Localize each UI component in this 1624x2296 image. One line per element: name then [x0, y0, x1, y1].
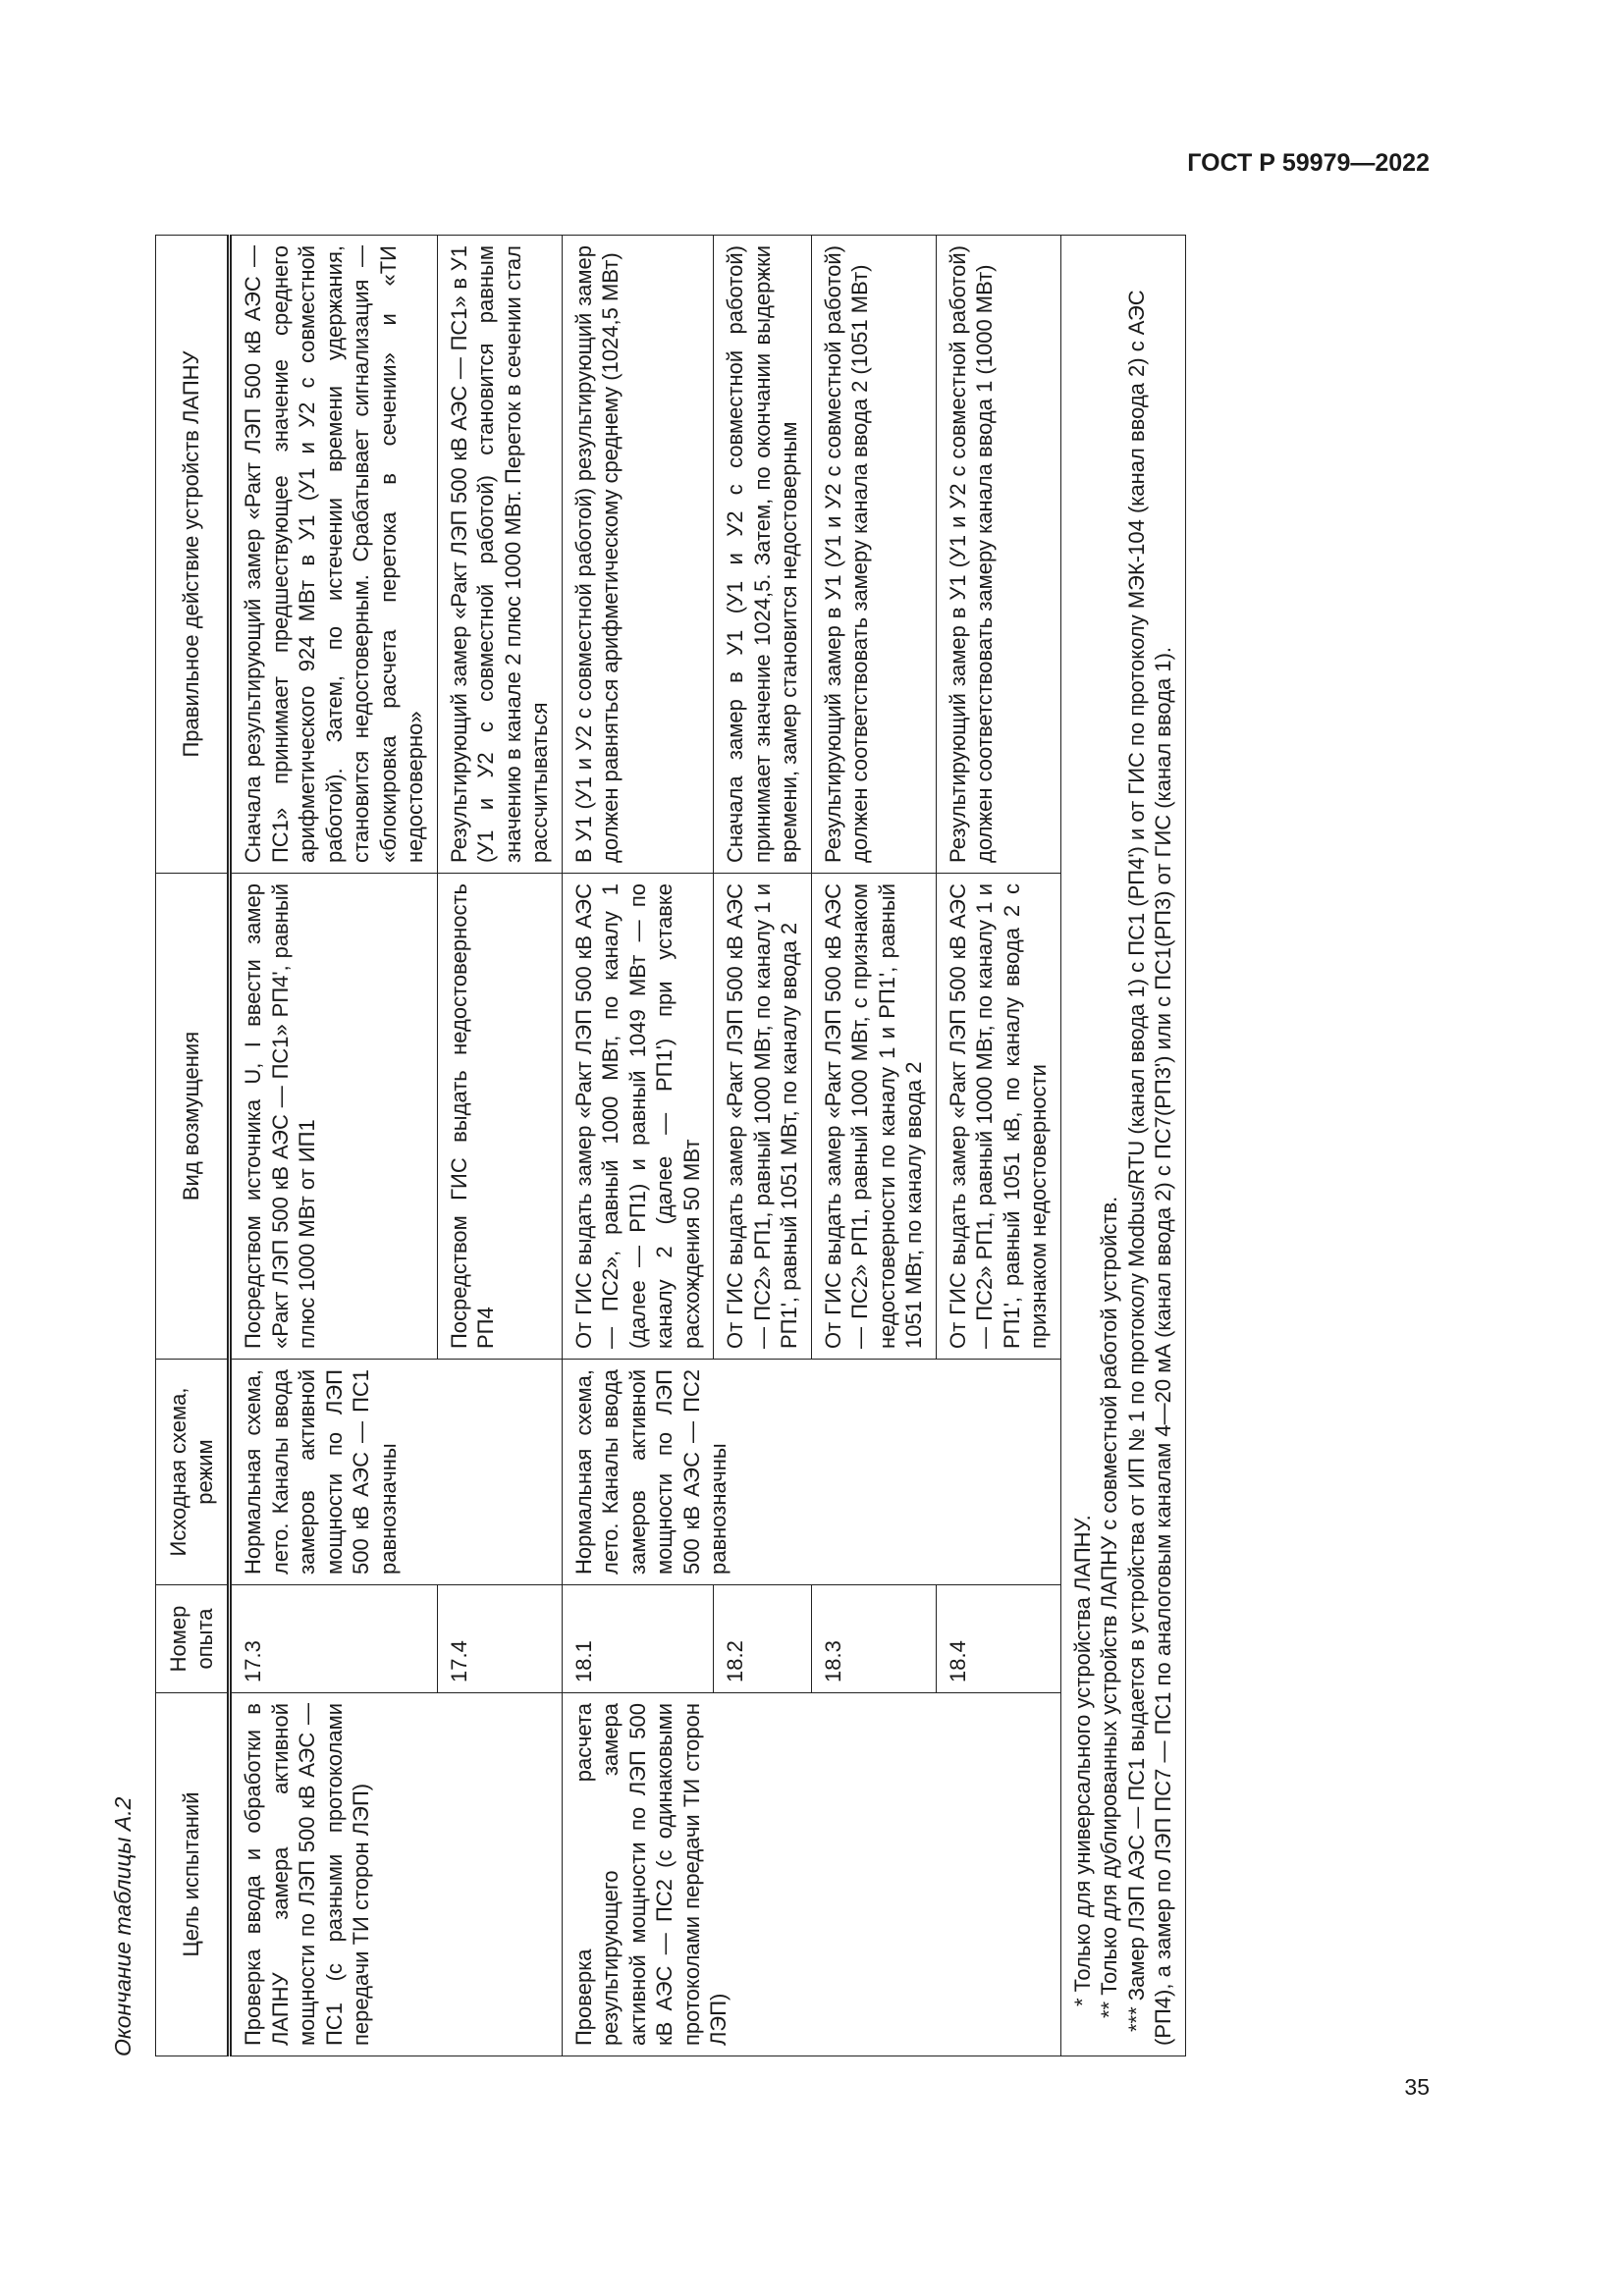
- table-row: [562, 236, 714, 2056]
- purpose-cell: Проверка ввода и обработки в ЛАПНУ замера активной мощности по ЛЭП 500 кВ АЭС — ПС1 (с разными протоколами передачи ТИ сторон ЛЭП): [230, 1693, 563, 2056]
- scheme-cell: Нормальная схема, лето. Каналы ввода замеров активной мощности по ЛЭП 500 кВ АЭС — ПС1 равнозначны: [230, 1360, 563, 1585]
- test-number-cell: 18.2: [714, 1585, 812, 1693]
- table-caption: Окончание таблицы А.2: [110, 1796, 135, 2056]
- disturbance-cell: От ГИС выдать замер «Ракт ЛЭП 500 кВ АЭС — ПС2» РП1, равный 1000 МВт, по каналу 1 и РП1', равный 1051 МВт, по каналу ввода 2: [714, 874, 812, 1360]
- disturbance-cell: От ГИС выдать замер «Ракт ЛЭП 500 кВ АЭС — ПС2» РП1, равный 1000 МВт, с признаком недостоверности по каналу 1 и РП1', равный 1051 МВт, по каналу ввода 2: [811, 874, 936, 1360]
- footnote: * Только для универсального устройства ЛАПНУ.: [1069, 1515, 1095, 2006]
- action-cell: Сначала замер в У1 (У1 и У2 с совместной работой) принимает значение 1024,5. Затем, по окончании выдержки времени, замер становится недостоверным: [714, 236, 812, 874]
- action-cell: Результирующий замер в У1 (У1 и У2 с совместной работой) должен соответствовать замеру канала ввода 1 (1000 МВт): [936, 236, 1060, 874]
- disturbance-cell: От ГИС выдать замер «Ракт ЛЭП 500 кВ АЭС — ПС2» РП1, равный 1000 МВт, по каналу 1 и РП1', равный 1051 кВ, по каналу ввода 2 с признаком недостоверности: [936, 874, 1060, 1360]
- column-header: Правильное действие устройств ЛАПНУ: [156, 236, 230, 874]
- table-header-row: [156, 236, 230, 2056]
- test-number-cell: 17.3: [230, 1585, 438, 1693]
- disturbance-cell: Посредством источника U, I ввести замер «Ракт ЛЭП 500 кВ АЭС — ПС1» РП4', равный плюс 1000 МВт от ИП1: [230, 874, 438, 1360]
- document-header: ГОСТ Р 59979—2022: [1187, 149, 1430, 177]
- column-header: Цель испытаний: [156, 1693, 230, 2056]
- test-number-cell: 18.3: [811, 1585, 936, 1693]
- disturbance-cell: Посредством ГИС выдать недостоверность РП4: [437, 874, 562, 1360]
- table-row: [230, 236, 438, 2056]
- test-number-cell: 17.4: [437, 1585, 562, 1693]
- page-number: 35: [1404, 2074, 1430, 2100]
- test-table: [155, 235, 1186, 2056]
- footnotes-cell: [1060, 236, 1185, 2056]
- action-cell: Результирующий замер в У1 (У1 и У2 с совместной работой) должен соответствовать замеру канала ввода 2 (1051 МВт): [811, 236, 936, 874]
- column-header: Номер опыта: [156, 1585, 230, 1693]
- action-cell: Сначала результирующий замер «Ракт ЛЭП 500 кВ АЭС — ПС1» принимает предшествующее значение среднего арифметического 924 МВт в У1 (У1 и У2 с совместной работой). Затем, по истечении времени удержания, становится недостоверным. Срабатывает сигнализация — «блокировка расчета перетока в сечении» и «ТИ недостоверно»: [230, 236, 438, 874]
- test-number-cell: 18.4: [936, 1585, 1060, 1693]
- action-cell: В У1 (У1 и У2 с совместной работой) результирующий замер должен равняться арифметическому среднему (1024,5 МВт): [562, 236, 714, 874]
- scheme-cell: Нормальная схема, лето. Каналы ввода замеров активной мощности по ЛЭП 500 кВ АЭС — ПС2 равнозначны: [562, 1360, 1060, 1585]
- column-header: Исходная схема, режим: [156, 1360, 230, 1585]
- column-header: Вид возмущения: [156, 874, 230, 1360]
- footnote: ** Только для дублированных устройств ЛАПНУ с совместной работой устройств.: [1097, 1196, 1121, 2018]
- purpose-cell: Проверка расчета результирующего замера активной мощности по ЛЭП 500 кВ АЭС — ПС2 (с одинаковыми протоколами передачи ТИ сторон ЛЭП): [562, 1693, 1060, 2056]
- rotated-table-block: [110, 221, 1337, 2056]
- footnotes-row: [1060, 236, 1185, 2056]
- action-cell: Результирующий замер «Ракт ЛЭП 500 кВ АЭС — ПС1» в У1 (У1 и У2 с совместной работой) становится равным значению в канале 2 плюс 1000 МВт. Переток в сечении стал рассчитываться: [437, 236, 562, 874]
- footnote: *** Замер ЛЭП АЭС — ПС1 выдается в устройства от ИП № 1 по протоколу Modbus/RTU (канал ввода 1) с ПС1 (РП4') и от ГИС по протоколу МЭК-104 (канал ввода 2) с АЭС (РП4), а замер по ЛЭП ПС7 — ПС1 по аналоговым каналам 4—20 мА (канал ввода 2) с ПС7(РП3') или с ПС1(РП3) от ГИС (канал ввода 1).: [1123, 290, 1175, 2046]
- test-number-cell: 18.1: [562, 1585, 714, 1693]
- disturbance-cell: От ГИС выдать замер «Ракт ЛЭП 500 кВ АЭС — ПС2», равный 1000 МВт, по каналу 1 (далее — РП1) и равный 1049 МВт — по каналу 2 (далее — РП1') при уставке расхождения 50 МВт: [562, 874, 714, 1360]
